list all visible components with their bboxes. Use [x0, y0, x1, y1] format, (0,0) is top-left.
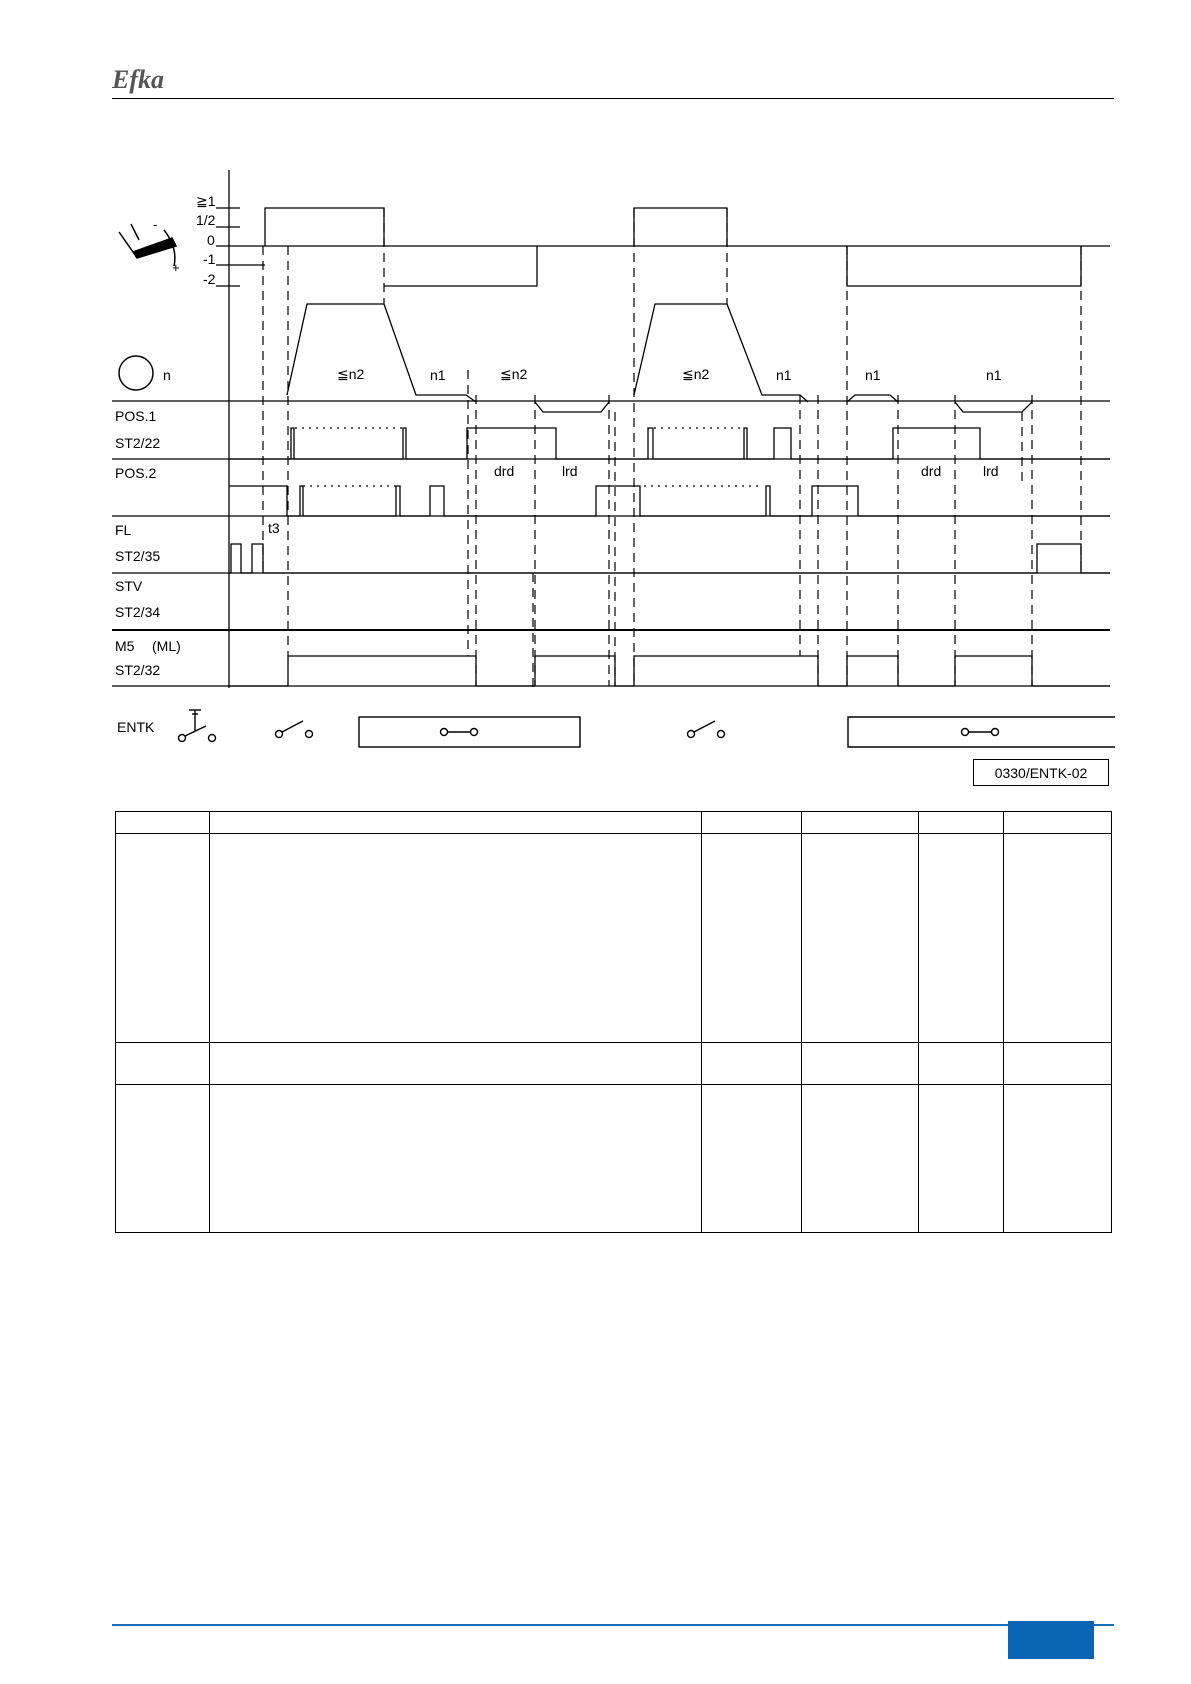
table-row: [116, 834, 1112, 1043]
table-row: [116, 1043, 1112, 1085]
row-label-st2-34: ST2/34: [115, 604, 161, 620]
speed-label: n: [163, 367, 171, 383]
speed-annotation-5: n1: [776, 367, 792, 383]
table-cell: [1004, 1085, 1112, 1233]
pedal-level-minus1: -1: [203, 251, 216, 267]
table-row: [116, 1085, 1112, 1233]
speed-annotation-1: ≦n2: [337, 366, 365, 382]
switch-open-icon-1: [276, 721, 313, 738]
header-cell: [1004, 812, 1112, 834]
switch-pushbutton-icon: [179, 710, 216, 742]
annotation-lrd-1: lrd: [562, 463, 578, 479]
header-cell: [919, 812, 1004, 834]
table-cell: [702, 1043, 802, 1085]
speed-annotation-4: ≦n2: [682, 366, 710, 382]
annotation-t3: t3: [268, 520, 280, 536]
speed-annotation-3: ≦n2: [500, 366, 528, 382]
timing-diagram: [0, 0, 1191, 760]
row-label-st2-22: ST2/22: [115, 435, 161, 451]
table-cell: [802, 834, 919, 1043]
pedal-icon: [119, 224, 176, 266]
table-cell: [702, 834, 802, 1043]
table-cell: [116, 1085, 210, 1233]
row-label-st2-35: ST2/35: [115, 548, 161, 564]
table-cell: [116, 834, 210, 1043]
header-cell: [210, 812, 702, 834]
row-label-entk: ENTK: [117, 719, 155, 735]
table-cell: [919, 834, 1004, 1043]
row-label-pos2: POS.2: [115, 465, 157, 481]
table-cell: [802, 1085, 919, 1233]
table-header-row: [116, 812, 1112, 834]
motor-speed-icon: [119, 356, 153, 390]
switch-open-icon-2: [688, 721, 725, 738]
table-cell: [210, 834, 702, 1043]
table-cell: [116, 1043, 210, 1085]
table-cell: [702, 1085, 802, 1233]
row-label-m5: M5: [115, 638, 135, 654]
pedal-level-minus2: -2: [203, 271, 216, 287]
row-label-fl: FL: [115, 522, 132, 538]
row-label-stv: STV: [115, 578, 143, 594]
row-label-ml: (ML): [152, 638, 181, 654]
annotation-drd-2: drd: [921, 463, 942, 479]
parameter-table: [115, 811, 1112, 1233]
table-cell: [919, 1085, 1004, 1233]
pedal-level-1: ≧1: [196, 193, 216, 209]
table-cell: [919, 1043, 1004, 1085]
pedal-level-half: 1/2: [196, 212, 216, 228]
table-cell: [802, 1043, 919, 1085]
row-label-pos1: POS.1: [115, 408, 157, 424]
speed-annotation-6: n1: [865, 367, 881, 383]
pedal-plus: +: [172, 260, 180, 275]
pedal-level-0: 0: [207, 232, 215, 248]
header-cell: [702, 812, 802, 834]
footer-page-tab: [1008, 1621, 1094, 1659]
table-cell: [210, 1085, 702, 1233]
row-label-st2-32: ST2/32: [115, 662, 161, 678]
figure-id: 0330/ENTK-02: [973, 759, 1109, 786]
annotation-drd-1: drd: [494, 463, 515, 479]
table-cell: [210, 1043, 702, 1085]
header-cell: [116, 812, 210, 834]
switch-closed-icon-1: [441, 729, 478, 736]
table-cell: [1004, 834, 1112, 1043]
header-cell: [802, 812, 919, 834]
annotation-lrd-2: lrd: [983, 463, 999, 479]
speed-annotation-2: n1: [430, 367, 446, 383]
switch-closed-icon-2: [962, 729, 999, 736]
footer-rule: [112, 1624, 1114, 1626]
speed-annotation-7: n1: [986, 367, 1002, 383]
svg-text:Efka: Efka: [112, 65, 164, 94]
pedal-minus: -: [153, 217, 158, 232]
table-cell: [1004, 1043, 1112, 1085]
